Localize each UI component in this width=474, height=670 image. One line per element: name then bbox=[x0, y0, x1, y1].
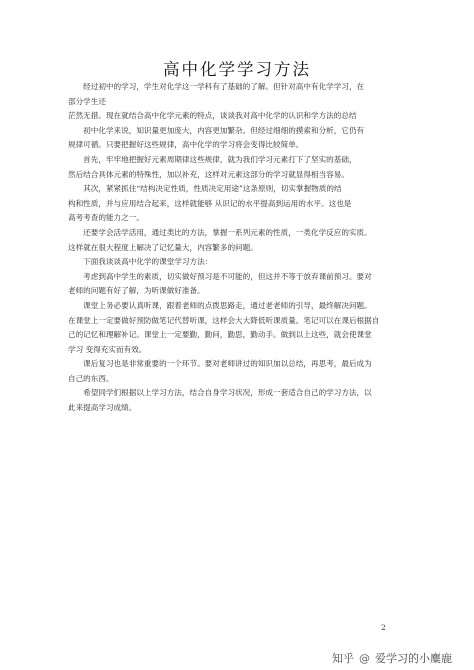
body-line: 然后结合具体元素的特殊性，加以补充，这样对元素这部分的学习就显得相当容易。 bbox=[68, 169, 349, 179]
body-line: 考虑到高中学生的素质，切实做好预习是不可能的，但这并不等于放弃课前预习。要对 bbox=[68, 271, 372, 281]
body-line: 老师的问题有好了解，为听课做好准备。 bbox=[68, 286, 205, 296]
body-line: 课后复习也是非常重要的一个环节。要对老师讲过的知识加以总结，再思考，最后成为 bbox=[68, 359, 372, 369]
document-body bbox=[68, 80, 420, 416]
body-line: 还要学会活学活用，通过类比的方法，掌握一系列元素的性质，一类化学反应的实质。 bbox=[68, 227, 372, 237]
body-line: 学习 变得充实而有效。 bbox=[68, 344, 147, 354]
body-line: 下面我谈谈高中化学的课堂学习方法： bbox=[68, 257, 213, 267]
watermark bbox=[332, 650, 452, 666]
body-line: 在课堂上一定要做好预防做笔记代替听课，这样会大大降低听课质量。笔记可以在课后根据自 bbox=[68, 315, 380, 325]
body-line: 己的记忆和理解补记。课堂上一定要勤，勤问，勤思，勤动手。做到以上这些，就会使课堂 bbox=[68, 330, 372, 340]
body-line: 此来提高学习成绩。 bbox=[68, 403, 137, 413]
body-line: 规律可循。只要把握好这些规律，高中化学的学习将会变得比较简单。 bbox=[68, 140, 304, 150]
body-line: 高考考查的能力之一。 bbox=[68, 213, 144, 223]
body-line: 其次，紧紧抓住“结构决定性质，性质决定用途”这条原则，切实掌握物质的结 bbox=[68, 184, 342, 194]
body-line: 首先，牢牢地把握好元素周期律这些规律，就为我们学习元素打下了坚实的基础， bbox=[68, 154, 357, 164]
body-line: 这样就在很大程度上解决了记忆量大，内容繁多的问题。 bbox=[68, 242, 258, 252]
watermark-author: 爱学习的小麋鹿 bbox=[375, 652, 452, 665]
body-line: 部分学生还 bbox=[68, 96, 106, 106]
body-line: 初中化学来说，知识量更加庞大，内容更加繁杂。但经过细细的摸索和分析，它仍有 bbox=[68, 125, 365, 135]
body-line: 经过初中的学习，学生对化学这一学科有了基础的了解。但针对高中有化学学习，在 bbox=[68, 82, 365, 91]
document-title: 高中化学学习方法 bbox=[163, 60, 311, 79]
body-line: 自己的东西。 bbox=[68, 373, 114, 383]
watermark-platform: 知乎 bbox=[332, 652, 354, 665]
body-line: 茫然无措。现在就结合高中化学元素的特点，谈谈我对高中化学的认识和学方法的总结 bbox=[68, 111, 357, 121]
body-line: 希望同学们根据以上学习方法，结合自身学习状况，形成一套适合自己的学习方法，以 bbox=[68, 388, 372, 398]
body-line: 课堂上务必要认真听课，跟着老师的点拨思路走，通过老老师的引导，最终解决问题。 bbox=[68, 300, 372, 310]
body-line: 构和性质，并与应用结合起来，这样就能够 从识记的水平提高到运用的水平。这也是 bbox=[68, 198, 352, 208]
watermark-separator: @ bbox=[359, 651, 370, 665]
page-number: 2 bbox=[381, 623, 386, 632]
